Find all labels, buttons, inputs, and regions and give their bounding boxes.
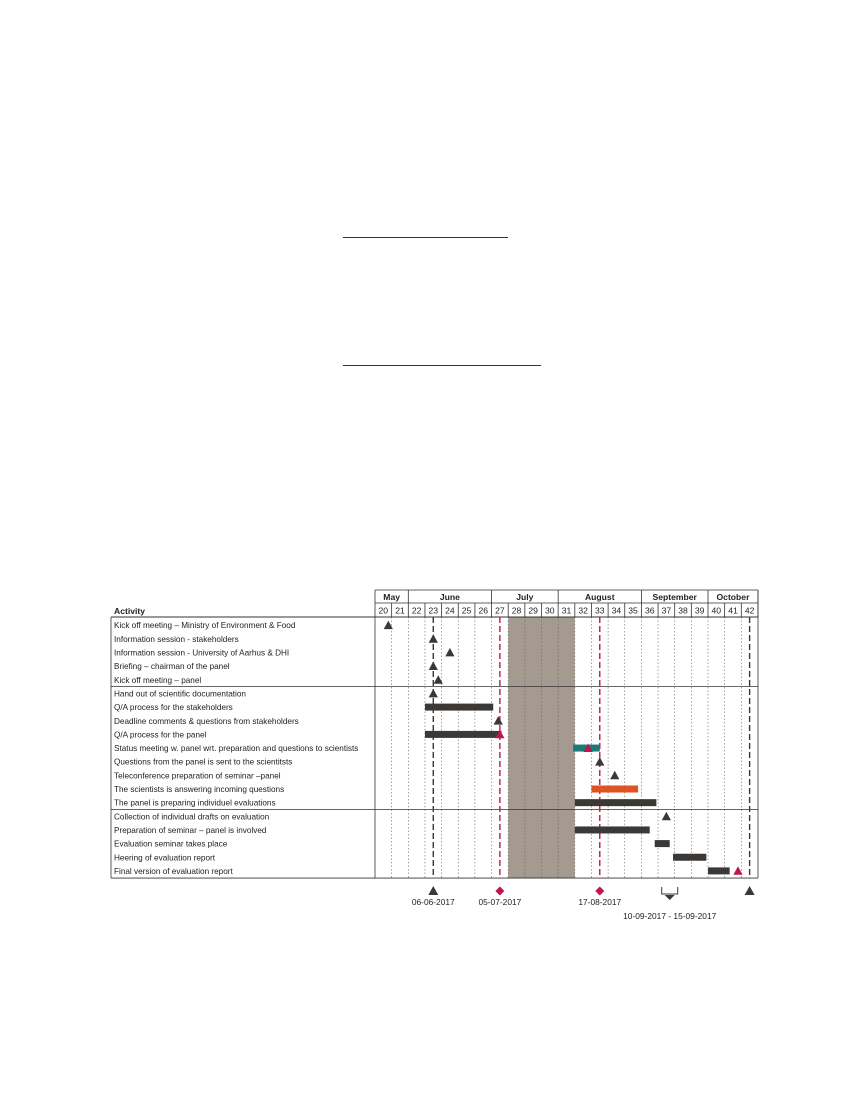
activity-bar bbox=[591, 786, 638, 793]
date-diamond-marker bbox=[495, 887, 504, 896]
week-number: 41 bbox=[728, 605, 738, 616]
activity-bar bbox=[655, 840, 670, 847]
activity-label: Information session - University of Aarhus & DHI bbox=[114, 648, 290, 658]
month-label: May bbox=[383, 592, 401, 602]
week-number: 23 bbox=[428, 605, 439, 616]
activity-bar bbox=[425, 731, 502, 738]
bracket-marker bbox=[662, 887, 678, 894]
activity-label: Collection of individual drafts on evaluation bbox=[114, 812, 270, 822]
milestone-marker bbox=[595, 757, 604, 766]
week-number: 29 bbox=[528, 605, 538, 616]
date-diamond-marker bbox=[595, 887, 604, 896]
activity-label: Information session - stakeholders bbox=[114, 634, 239, 644]
week-number: 27 bbox=[495, 605, 505, 616]
activity-label: Q/A process for the panel bbox=[114, 730, 207, 740]
milestone-marker bbox=[429, 689, 438, 698]
week-number: 21 bbox=[395, 605, 405, 616]
week-number: 35 bbox=[628, 605, 638, 616]
week-number: 24 bbox=[445, 605, 455, 616]
week-number: 25 bbox=[461, 605, 472, 616]
activity-bar bbox=[708, 867, 730, 874]
date-label: 06-06-2017 bbox=[411, 897, 455, 907]
activity-bar bbox=[575, 826, 650, 833]
milestone-marker bbox=[662, 812, 671, 821]
week-number: 40 bbox=[711, 605, 722, 616]
milestone-marker bbox=[733, 866, 742, 875]
week-number: 32 bbox=[578, 605, 588, 616]
activity-label: Deadline comments & questions from stakeholders bbox=[114, 716, 299, 726]
bracket-arrow bbox=[665, 895, 675, 900]
activity-header: Activity bbox=[114, 606, 146, 616]
activity-label: Kick off meeting – Ministry of Environment & Food bbox=[114, 621, 296, 631]
week-number: 31 bbox=[561, 605, 572, 616]
week-number: 37 bbox=[661, 605, 672, 616]
activity-bar bbox=[673, 854, 706, 861]
week-number: 30 bbox=[545, 605, 555, 616]
milestone-marker bbox=[445, 648, 454, 657]
period-label: 10-09-2017 - 15-09-2017 bbox=[623, 911, 717, 921]
week-number: 42 bbox=[744, 605, 755, 616]
activity-label: The scientists is answering incoming questions bbox=[114, 785, 285, 794]
activity-label: Evaluation seminar takes place bbox=[114, 839, 228, 849]
week-number: 22 bbox=[411, 605, 422, 616]
activity-label: Questions from the panel is sent to the scientitsts bbox=[114, 757, 293, 767]
activity-label: Briefing – chairman of the panel bbox=[114, 662, 230, 672]
week-number: 38 bbox=[678, 605, 688, 616]
milestone-marker bbox=[429, 662, 438, 671]
activity-label: Final version of evaluation report bbox=[114, 866, 233, 876]
week-number: 33 bbox=[594, 605, 605, 616]
week-number: 28 bbox=[511, 605, 522, 616]
activity-bar bbox=[425, 704, 493, 711]
milestone-marker bbox=[434, 675, 443, 684]
date-label: 05-07-2017 bbox=[478, 897, 522, 907]
activity-label: Hand out of scientific documentation bbox=[114, 689, 246, 699]
week-number: 36 bbox=[644, 605, 655, 616]
date-triangle-marker bbox=[745, 886, 755, 895]
week-number: 39 bbox=[694, 605, 705, 616]
milestone-marker bbox=[429, 634, 438, 643]
month-label: June bbox=[439, 592, 460, 602]
activity-label: Q/A process for the stakeholders bbox=[114, 703, 233, 713]
activity-label: Teleconference preparation of seminar –panel bbox=[114, 771, 281, 781]
activity-label: Heering of evaluation report bbox=[114, 853, 216, 863]
activity-label: Kick off meeting – panel bbox=[114, 675, 202, 685]
month-label: August bbox=[584, 592, 615, 602]
month-label: July bbox=[516, 592, 534, 602]
milestone-marker bbox=[494, 716, 503, 725]
week-number: 20 bbox=[378, 605, 389, 616]
milestone-marker bbox=[610, 771, 619, 780]
week-number: 34 bbox=[611, 605, 622, 616]
activity-label: Preparation of seminar – panel is involved bbox=[114, 825, 267, 835]
activity-label: Status meeting w. panel wrt. preparation and questions to scientists bbox=[114, 744, 359, 754]
week-number: 26 bbox=[478, 605, 489, 616]
activity-label: The panel is preparing individuel evaluations bbox=[114, 798, 276, 808]
date-label: 17-08-2017 bbox=[578, 897, 622, 907]
month-label: September bbox=[652, 592, 697, 602]
month-label: October bbox=[716, 592, 750, 602]
date-triangle-marker bbox=[428, 886, 438, 895]
activity-bar bbox=[575, 799, 657, 806]
